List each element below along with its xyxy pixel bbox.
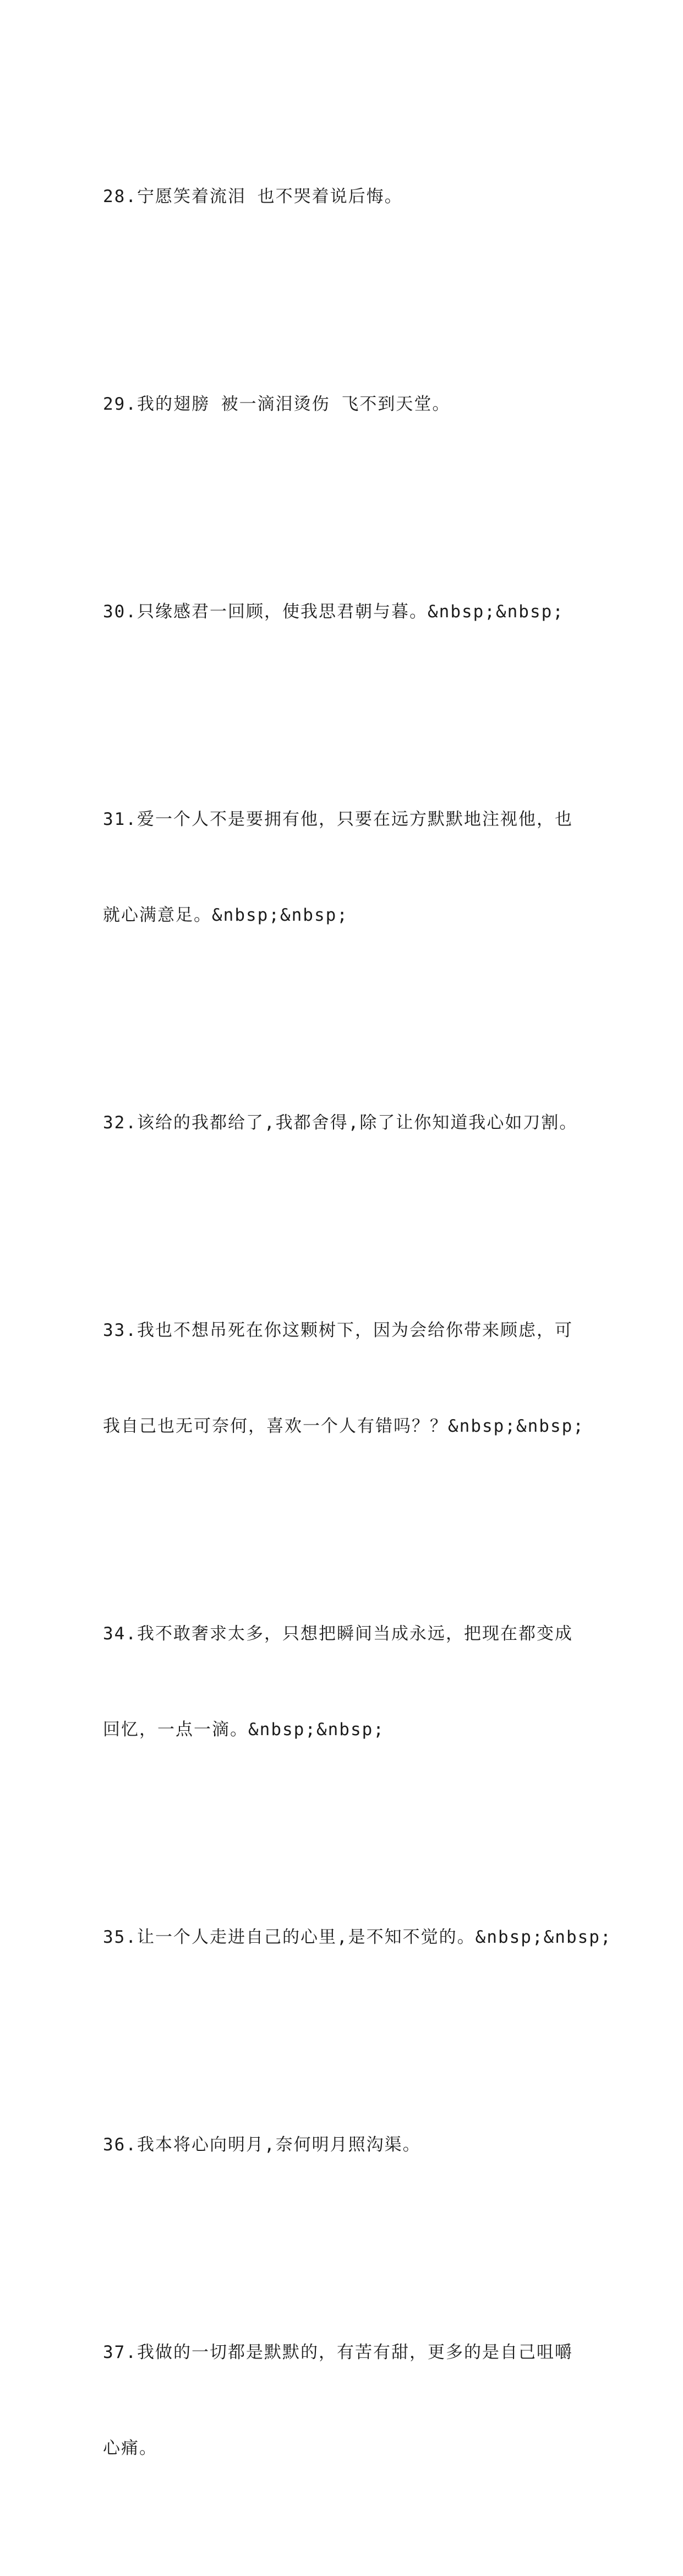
- paragraph-line: 33.我也不想吊死在你这颗树下，因为会给你带来顾虑，可: [103, 1320, 573, 1340]
- paragraph-29: [103, 324, 587, 484]
- paragraph-line: 29.我的翅膀 被一滴泪烫伤 飞不到天堂。: [103, 394, 451, 414]
- paragraph-34: [103, 1554, 587, 1809]
- paragraph-line: 31.爱一个人不是要拥有他，只要在远方默默地注视他，也: [103, 809, 573, 829]
- paragraph-37: [103, 2273, 587, 2528]
- paragraph-line: 我自己也无可奈何，喜欢一个人有错吗？？&nbsp;&nbsp;: [103, 1416, 584, 1436]
- paragraph-line: 32.该给的我都给了,我都舍得,除了让你知道我心如刀割。: [103, 1113, 578, 1133]
- paragraph-line: 28.宁愿笑着流泪 也不哭着说后悔。: [103, 187, 403, 206]
- paragraph-line: 36.我本将心向明月,奈何明月照沟渠。: [103, 2135, 421, 2155]
- paragraph-31: [103, 740, 587, 995]
- paragraph-line: 就心满意足。&nbsp;&nbsp;: [103, 905, 348, 925]
- paragraph-33: [103, 1251, 587, 1506]
- paragraph-line: 35.让一个人走进自己的心里,是不知不觉的。&nbsp;&nbsp;: [103, 1927, 612, 1947]
- paragraph-line: 37.我做的一切都是默默的，有苦有甜，更多的是自己咀嚼: [103, 2343, 573, 2362]
- paragraph-28: [103, 117, 587, 276]
- paragraph-32: [103, 1043, 587, 1203]
- document-body: [103, 117, 612, 2576]
- paragraph-line: 30.只缘感君一回顾，使我思君朝与暮。&nbsp;&nbsp;: [103, 602, 564, 622]
- paragraph-30: [103, 532, 587, 692]
- paragraph-line: 34.我不敢奢求太多，只想把瞬间当成永远，把现在都变成: [103, 1624, 573, 1644]
- paragraph-line: 回忆，一点一滴。&nbsp;&nbsp;: [103, 1720, 385, 1740]
- paragraph-36: [103, 2065, 587, 2225]
- paragraph-35: [103, 1857, 612, 2017]
- paragraph-line: 心痛。: [103, 2438, 157, 2458]
